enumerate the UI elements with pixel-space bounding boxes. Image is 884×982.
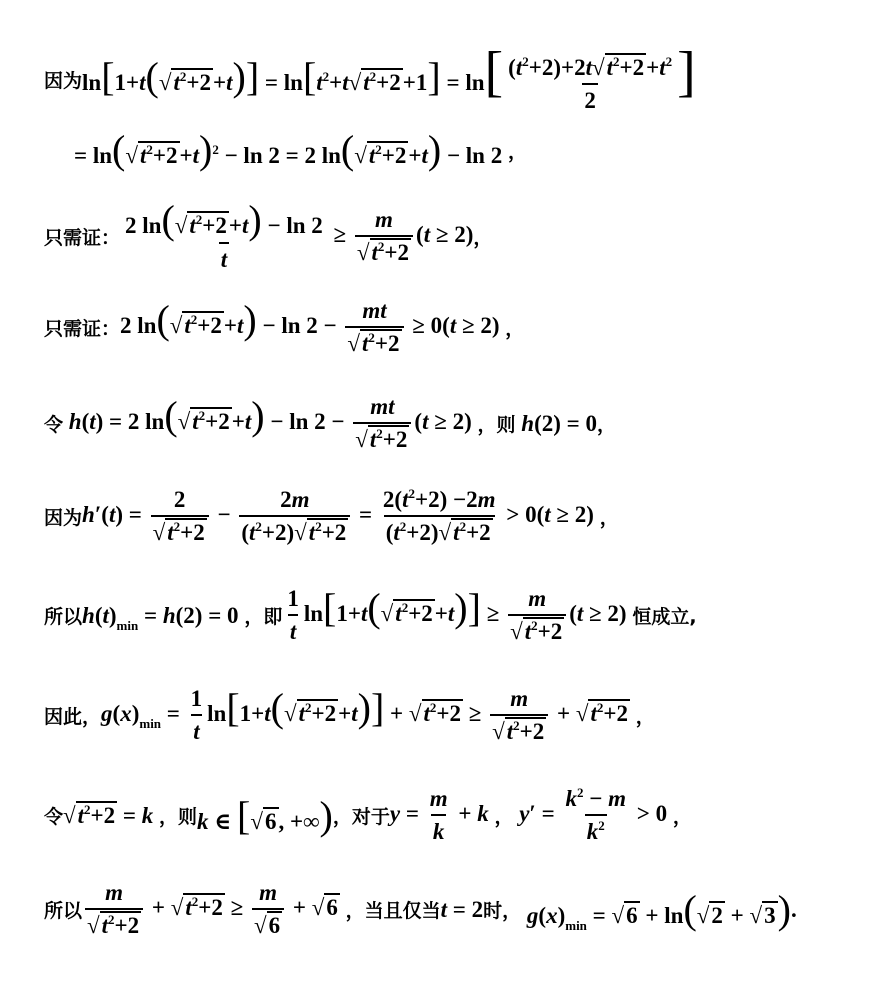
formula: y = $\frac{m}{k}$ + k	[389, 786, 489, 844]
line-tail-text: .	[790, 896, 797, 922]
formula: $\ln[1+t(√t^2+2+t)] = \ln[t^2+t√t^2+2+1] = \ln$[ $\frac{(t^2+2)+2t√t^2+2+t^2}{2}$ ]	[82, 41, 696, 114]
line-lead-text: 因为	[44, 69, 83, 92]
math-line-2	[74, 127, 884, 172]
line-tail-text: ，	[507, 140, 527, 163]
math-line-9	[44, 786, 884, 845]
line-tail-text: ，	[672, 806, 692, 828]
line-tail-text: ，	[597, 414, 617, 436]
line-mid-text: ，即	[244, 606, 283, 628]
formula: $\frac{m}{√t^2+2}$ + $√t^2+2$ ≥ $\frac{m}{√6}$ + √6	[87, 880, 338, 938]
math-line-5	[44, 394, 884, 453]
line-mid-text: ，则	[477, 414, 516, 436]
line-lead-text: 因为	[44, 507, 83, 529]
formula: $\frac{1}{t}$ $\ln[1+t(√t^2+2+t)]$ ≥ $\frac{m}{√t^2+2}$ (t ≥ 2)	[287, 584, 633, 644]
math-line-4	[44, 298, 884, 357]
math-line-8	[44, 686, 884, 745]
math-line-10	[44, 880, 884, 939]
formula: h(t) = 2 $\ln(√t^2+2+t) - \ln 2$ − $\frac{mt}{√t^2+2}$ (t ≥ 2)	[68, 392, 478, 452]
line-lead-text: 所以	[44, 900, 83, 922]
line-lead-text: 所以	[44, 606, 83, 628]
line-lead-text: 令	[44, 414, 64, 436]
formula: $g(x)_{min}$ = $\frac{1}{t}$ $\ln[1+t(√t^2+2+t)] + √t^2+2$ ≥ $\frac{m}{√t^2+2}$ + $√t^2+2$	[101, 684, 628, 744]
formula: k ∈ [√6, +∞)	[197, 792, 333, 838]
math-line-7	[44, 586, 884, 645]
line-mid-text: ，对于	[332, 806, 390, 828]
formula: $h(t)_{min} = h(2) = 0$	[82, 602, 245, 633]
formula: $\frac{2 \ln(√t^2+2+t) - \ln 2}{t}$ ≥ $\frac{m}{√t^2+2}$ (t ≥ 2)	[125, 197, 474, 272]
formula: $√t^2+2 = k$	[63, 801, 154, 828]
formula: y′ = $\frac{k^2 - m}{k^2}$ > 0	[519, 785, 673, 844]
formula: t = 2	[440, 896, 484, 922]
line-tail-text: 恒成立,	[632, 606, 697, 628]
line-lead-text: 只需证：	[44, 318, 121, 340]
line-mid-text: 时，	[483, 900, 522, 922]
math-line-6	[44, 487, 884, 546]
line-mid-text: ，	[494, 806, 514, 828]
formula: = $\ln(√t^2+2+t)^2 - \ln 2 = 2$ $\ln(√t^2+2+t) - \ln 2$	[74, 127, 508, 172]
line-tail-text: ，	[505, 318, 525, 340]
formula: 2 $\ln(√t^2+2+t) - \ln 2$ − $\frac{mt}{√t^2+2}$ ≥ 0(t ≥ 2)	[120, 296, 506, 356]
math-line-1	[44, 41, 884, 114]
line-mid-text: ，则	[159, 806, 198, 828]
formula: h′(t) = $\frac{2}{√t^2+2}$ − $\frac{2m}{(t^2+2)√t^2+2}$ = $\frac{2(t^2+2) -2m}{(t^2+2)√t^2+2}$ > 0(t ≥ 2)	[82, 486, 600, 545]
line-lead-text: 只需证：	[44, 227, 121, 249]
math-line-3	[44, 197, 884, 273]
line-lead-text: 令	[44, 806, 64, 828]
line-mid-text: ，当且仅当	[345, 900, 441, 922]
formula: h(2) = 0	[521, 410, 597, 436]
formula: $g(x)_{min} = √6 + \ln(√2 + √3)$	[526, 886, 791, 933]
line-tail-text: ，	[635, 706, 655, 728]
line-tail-text: ，	[473, 227, 493, 249]
line-tail-text: ，	[599, 507, 619, 529]
line-lead-text: 因此，	[44, 706, 102, 728]
